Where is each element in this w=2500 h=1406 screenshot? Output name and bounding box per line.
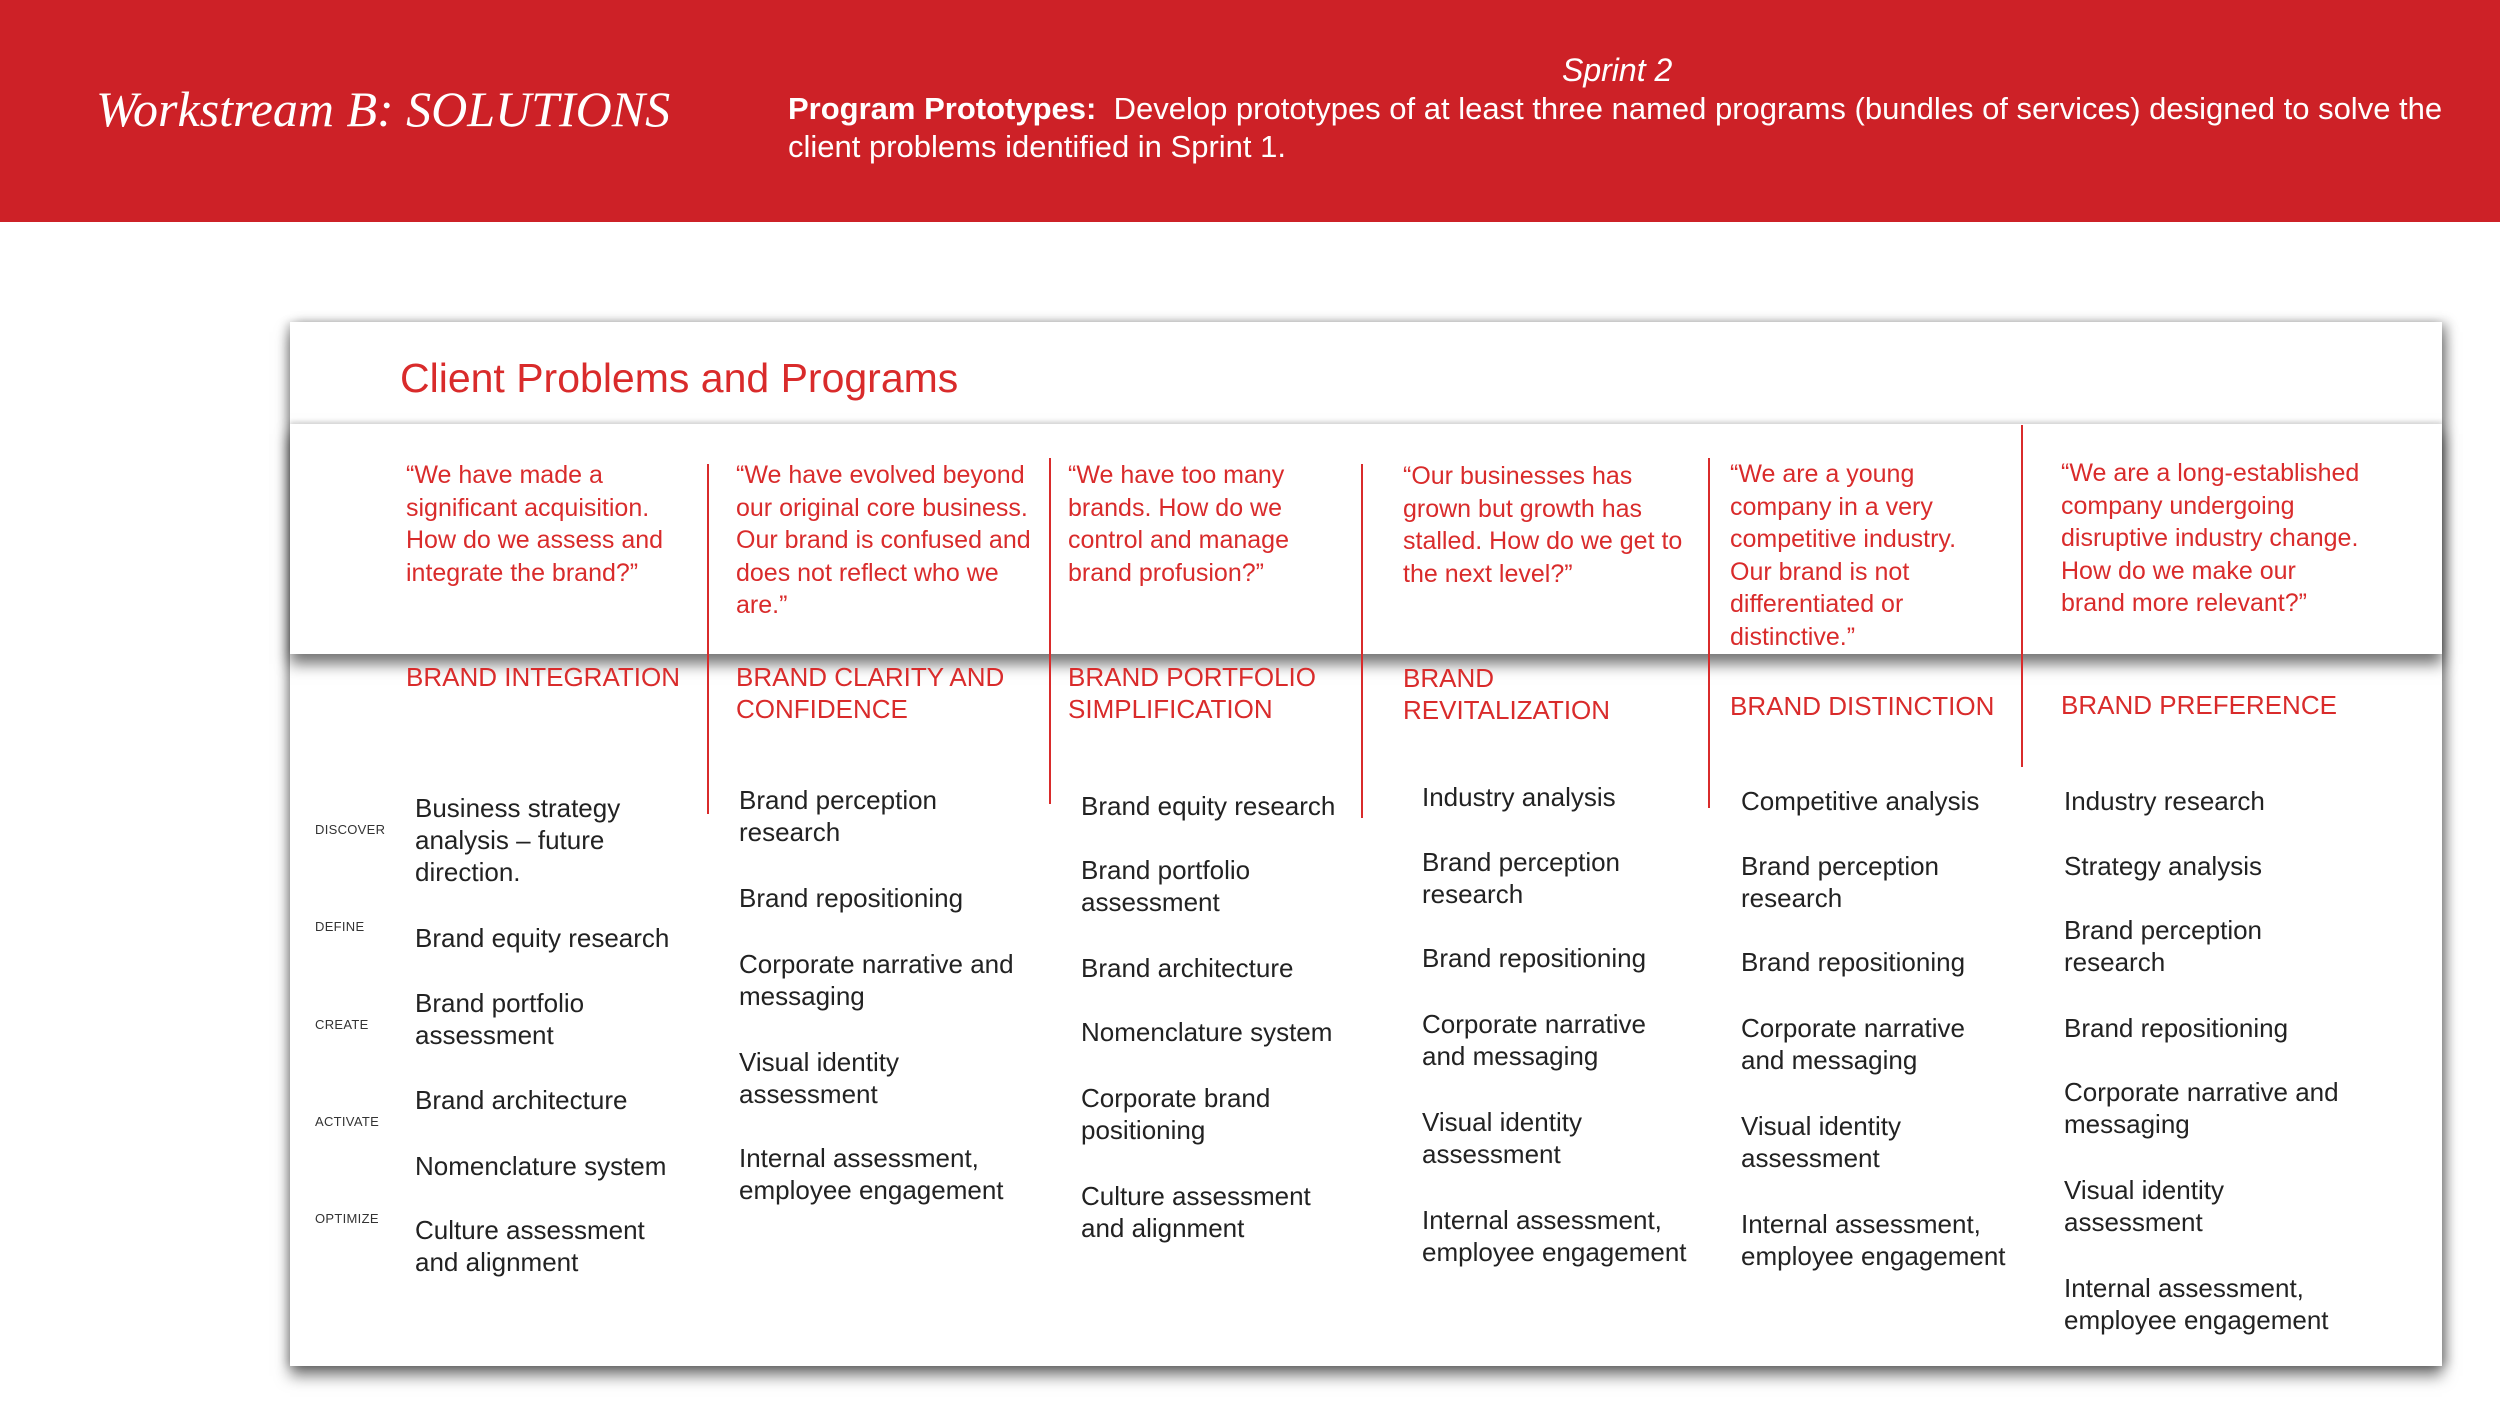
service-item: Internal assessment, employee engagement (1422, 1205, 1687, 1267)
program-name: BRAND INTEGRATION (406, 662, 680, 692)
sprint-label: Sprint 2 (1562, 52, 1673, 88)
service-item: Visual identity assessment (2064, 1175, 2224, 1237)
column-divider (1049, 458, 1051, 804)
service-item: Corporate narrative and messaging (1741, 1013, 1965, 1075)
prototypes-text: Develop prototypes of at least three named programs (bundles of services) designed to solve the client problems identified in Sprint 1. (788, 91, 2443, 164)
service-item: Brand equity research (1081, 791, 1336, 821)
phase-label-activate: ACTIVATE (315, 1114, 380, 1129)
service-item: Corporate narrative and messaging (1422, 1009, 1646, 1071)
phase-label-create: CREATE (315, 1017, 369, 1032)
service-item: Brand portfolio assessment (1081, 855, 1251, 917)
column-divider (707, 464, 709, 814)
prototypes-description (788, 90, 2468, 166)
program-name: BRAND DISTINCTION (1730, 691, 1995, 721)
client-quote: “Our businesses has grown but growth has stalled. How do we get to the next level?” (1403, 462, 1683, 588)
client-quote: “We have evolved beyond our original core business. Our brand is confused and does not reflect who we are.” (736, 461, 1031, 619)
service-item: Culture assessment and alignment (415, 1215, 645, 1277)
workstream-title: Workstream B: SOLUTIONS (96, 81, 671, 137)
service-item: Brand architecture (1081, 953, 1294, 983)
service-item: Corporate narrative and messaging (739, 949, 1014, 1011)
client-quote: “We are a young company in a very competitive industry. Our brand is not differentiated or distinctive.” (1730, 460, 1957, 651)
service-item: Corporate narrative and messaging (2064, 1077, 2339, 1139)
program-name: BRAND REVITALIZATION (1403, 663, 1611, 725)
column-divider (2021, 425, 2023, 767)
phase-label-optimize: OPTIMIZE (315, 1211, 379, 1226)
service-item: Nomenclature system (415, 1151, 667, 1181)
service-item: Internal assessment, employee engagement (739, 1143, 1004, 1205)
phase-label-define: DEFINE (315, 919, 365, 934)
service-item: Brand perception research (1422, 847, 1621, 909)
service-item: Competitive analysis (1741, 786, 1980, 816)
service-item: Brand repositioning (2064, 1013, 2289, 1043)
prototypes-label: Program Prototypes: (788, 91, 1097, 126)
client-quote: “We are a long-established company undergoing disruptive industry change. How do we make our brand more relevant?” (2061, 459, 2360, 617)
service-item: Brand perception research (1741, 851, 1940, 913)
header-banner (0, 0, 2500, 222)
service-item: Culture assessment and alignment (1081, 1181, 1311, 1243)
client-quote: “We have made a significant acquisition. How do we assess and integrate the brand?” (406, 461, 664, 587)
service-item: Brand repositioning (739, 883, 964, 913)
service-item: Nomenclature system (1081, 1017, 1333, 1047)
service-item: Brand equity research (415, 923, 670, 953)
service-item: Industry analysis (1422, 782, 1616, 812)
phase-label-discover: DISCOVER (315, 822, 386, 837)
service-item: Industry research (2064, 786, 2265, 816)
service-item: Brand portfolio assessment (415, 988, 585, 1050)
service-item: Visual identity assessment (739, 1047, 899, 1109)
client-quote: “We have too many brands. How do we control and manage brand profusion?” (1068, 461, 1289, 587)
service-item: Visual identity assessment (1741, 1111, 1901, 1173)
service-item: Brand repositioning (1741, 947, 1966, 977)
service-item: Visual identity assessment (1422, 1107, 1582, 1169)
card-title: Client Problems and Programs (400, 355, 959, 401)
service-item: Strategy analysis (2064, 851, 2262, 881)
service-item: Business strategy analysis – future direction. (415, 793, 621, 887)
program-name: BRAND PORTFOLIO SIMPLIFICATION (1068, 662, 1317, 724)
program-name: BRAND CLARITY AND CONFIDENCE (736, 662, 1005, 724)
service-item: Brand perception research (739, 785, 938, 847)
service-item: Brand repositioning (1422, 943, 1647, 973)
column-divider (1708, 458, 1710, 808)
service-item: Brand perception research (2064, 915, 2263, 977)
service-item: Internal assessment, employee engagement (2064, 1273, 2329, 1335)
service-item: Corporate brand positioning (1081, 1083, 1271, 1145)
column-divider (1361, 464, 1363, 818)
service-item: Internal assessment, employee engagement (1741, 1209, 2006, 1271)
service-item: Brand architecture (415, 1085, 628, 1115)
program-name: BRAND PREFERENCE (2061, 690, 2337, 720)
